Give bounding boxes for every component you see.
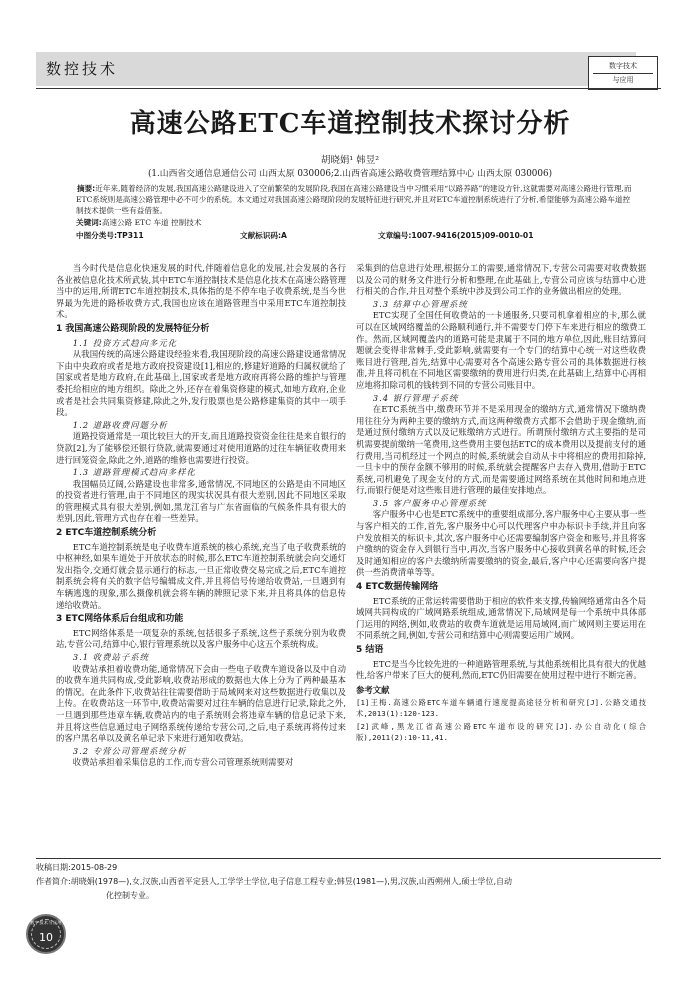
paragraph: ETC系统的正常运转需要借助于相应的软件来支撑,传输网络通常由各个局域网共同构成的广域网路系统组成,通常情况下,局域网是每一个系统中具体部门运用的网络,例如,收费站的收费车道就是运用局域网,而广域网则主要运用在不同系统之间,例如,专营公司和结算中心则需要运用广域网。 — [356, 595, 646, 641]
paragraph: 道路投资通常是一项比较巨大的开支,而且道路投资资金往往是来自银行的贷款[2],为了能够偿还银行贷款,就需要通过对使用道路的过往车辆征收费用来进行回笼资金,除此之外,道路的维修也需要进行投资。 — [56, 431, 346, 465]
references-heading: 参考文献 — [356, 684, 390, 695]
paragraph: 采集到的信息进行处理,根据分工的需要,通常情况下,专营公司需要对收费数据以及公司的财务文件进行分析和整理,在此基础上,专营公司应该与结算中心进行相关的合作,并且对整个系统中涉及到公司工作的业务做出相应的处理。 — [356, 263, 646, 297]
section-heading: 2 ETC车道控制系统分析 — [56, 528, 157, 539]
keywords-text: 高速公路 ETC 车道 控制技术 — [101, 218, 202, 227]
header-rule — [36, 88, 661, 89]
paragraph: 我国幅员辽阔,公路建设也非常多,通常情况,不同地区的公路是由不同地区的投资者进行管理,由于不同地区的现实状况具有很大差别,因此不同地区采取的管理模式具有很大差别,例如,黑龙江省与广东省面临的气候条件具有很大的差别,因此,管理方式也存在着一些差异。 — [56, 478, 346, 524]
paragraph: ETC网络体系是一项复杂的系统,包括很多子系统,这些子系统分别为收费站,专营公司,结算中心,银行管理系统以及客户服务中心这五个系统构成。 — [56, 627, 346, 650]
paragraph: 从我国传统的高速公路建设经验来看,我国现阶段的高速公路建设通常情况下由中央政府或者是地方政府投资建设[1],相应的,修建好道路的归属权就给了国家或者是地方政府,在此基础上,国家或者是地方政府再将公路的维护与管理委托给相应的地方组织。除此之外,还存在着集资修建的模式,如地方政府,企业或者是社会共同集资修建,除此之外,发行股票也是公路修建集资的其中一项手段。 — [56, 349, 346, 418]
journal-logo — [588, 56, 658, 90]
subsection-heading: 1.2 道路收费问题分析 — [72, 419, 168, 430]
left-column — [56, 263, 346, 769]
paragraph: 收费站承担着采集信息的工作,而专营公司管理系统则需要对 — [72, 757, 294, 768]
logo-line-2: 与应用 — [593, 73, 653, 86]
section-heading: 1 我国高速公路现阶段的发展特征分析 — [56, 323, 210, 334]
footnote-rule — [36, 858, 661, 859]
keywords — [76, 217, 636, 228]
section-heading: 3 ETC网络体系后台组成和功能 — [56, 614, 184, 625]
author-bio: 作者简介:胡晓娟(1978—),女,汉族,山西省平定县人,工学学士学位,电子信息工程专业;韩昱(1981—),男,汉族,山西朔州人,硕士学位,自动 — [36, 877, 513, 886]
intro-paragraph: 当今时代是信息化快速发展的时代,伴随着信息化的发展,社会发展的各行各业被信息化技术所武装,其中ETC车道控制技术是信息化技术在高速公路管理当中的运用,所谓ETC车道控制技术,具体指的是不停车电子收费系统,是当今世界最为先进的路桥收费方式,我国也应该在道路管理当中采用ETC车道控制技术。 — [56, 263, 346, 320]
section-heading: 4 ETC数据传输网络 — [356, 582, 439, 593]
section-heading: 5 结语 — [356, 645, 384, 655]
subsection-heading: 3.1 收费站子系统 — [72, 652, 150, 662]
affiliation: (1.山西省交通信息通信公司 山西太原 030006;2.山西省高速公路收费管理结算中心 山西太原 030006) — [147, 169, 553, 179]
received-date: 收稿日期:2015-08-29 — [36, 863, 118, 872]
article-title: 高速公路ETC车道控制技术探讨分析 — [129, 109, 571, 139]
page-number-badge — [26, 914, 66, 954]
paragraph: ETC车道控制系统是电子收费车道系统的核心系统,充当了电子收费系统的中枢神经,如果车道处于开放状态的时候,那么ETC车道控制系统就会向交通灯发出指令,交通灯就会显示通行的标志,一旦正常收费交易完成之后,ETC车道控制系统会将有关的数字信号编辑成文件,并且将信号传递给收费站,一旦遇到有车辆逃逸的现象,那么摄像机就会将车辆的牌照记录下来,并且将具体的信息传递给收费站。 — [56, 541, 346, 610]
subsection-heading: 3.2 专营公司管理系统分析 — [72, 745, 187, 756]
abstract — [76, 183, 636, 216]
subsection-heading: 1.1 投资方式趋向多元化 — [72, 337, 178, 348]
article-number: 文章编号:1007-9416(2015)09-0010-01 — [378, 231, 534, 240]
section-title: 数控技术 — [46, 60, 119, 78]
authors: 胡晓娟¹ 韩昱² — [320, 155, 380, 166]
abstract-label: 摘要: — [77, 184, 96, 193]
clc-number: 中图分类号:TP311 — [76, 231, 144, 240]
subsection-heading: 3.5 客户服务中心管理系统 — [372, 497, 487, 508]
paragraph: ETC实现了全国任何收费站的一卡通服务,只要司机拿着相应的卡,那么就可以在区域网络覆盖的公路顺利通行,并不需要专门停下车来进行相应的缴费工作。然而,区域网覆盖内的道路可能是隶属于不同的地方单位,因此,账目结算问题就会变得非常棘手,受此影响,就需要有一个专门的结算中心统一对这些收费账目进行管理,首先,结算中心需要对各个高速公路专营公司的具体数据进行核准,并且将司机在不同地区需要缴纳的费用进行归类,在此基础上,结算中心再相应地将扣除司机的钱转到不同的专营公司账目中。 — [356, 310, 646, 390]
author-bio-continued: 化控制专业。 — [106, 891, 154, 900]
subsection-heading: 3.3 结算中心管理系统 — [372, 298, 468, 309]
reference-item: [1]王梅.高速公路ETC车道车辆通行速度提高途径分析和研究[J].公路交通技术,2013(1):120-123. — [356, 698, 646, 718]
doc-code: 文献标识码:A — [240, 231, 287, 240]
right-column — [356, 263, 646, 746]
logo-line-1: 数字技术 — [609, 62, 637, 70]
paragraph: 收费站承担着收费功能,通常情况下会由一些电子收费车道设备以及中自动的收费车道共同构成,受此影响,收费站形成的数据也大体上分为了两种最基本的情况。在此条件下,收费站往往需要借助于局域网来对这些数据进行收集以及上传。在收费站这一环节中,收费站需要对过往车辆的信息进行记录,除此之外,一旦遇到那些违章车辆,收费站内的电子系统则会将违章车辆的信息记录下来,并且将这些信息通过电子网络系统传递给专营公司,之后,电子系统再将传过来的客户黑名单以及黄名单记录下来进行通知收费站。 — [56, 663, 346, 744]
paragraph: 客户服务中心也是ETC系统中的重要组成部分,客户服务中心主要从事一些与客户相关的工作,首先,客户服务中心可以代理客户申办标识卡手续,并且向客户发放相关的标识卡,其次,客户服务中心还需要编制客户资金和账号,并且将客户缴纳的资金存入到银行当中,再次,当客户服务中心接收到黄名单的时候,还会及时通知相应的客户去缴纳所需要缴纳的资金,最后,客户中心还需要向客户提供一些消费清单等等。 — [356, 509, 646, 578]
subsection-heading: 1.3 道路管理模式趋向多样化 — [72, 467, 196, 478]
page-number: 10 — [39, 931, 53, 944]
subsection-heading: 3.4 银行管理子系统 — [372, 392, 459, 403]
header-bar — [36, 52, 636, 86]
abstract-text: 近年来,随着经济的发展,我国高速公路建设进入了空前繁荣的发展阶段,我国在高速公路建设当中习惯采用“以路养路”的建设方针,这就需要对高速公路进行管理,而ETC系统则是高速公路管理中必不可少的系统。本文通过对我国高速公路现阶段的发展特征进行研究,并且对ETC车道控制系统进行了分析,希望能够为高速公路车道控制技术提供一些有益借鉴。 — [76, 184, 632, 215]
reference-item: [2]武峰,黑龙江省高速公路ETC车道布设的研究[J].办公自动化(综合版),2011(2):10-11,41. — [356, 722, 646, 742]
keywords-label: 关键词: — [76, 218, 102, 227]
badge-text: 数字技术与应用 — [30, 920, 62, 925]
paragraph: ETC是当今比较先进的一种道路管理系统,与其他系统相比具有很大的优越性,给客户带来了巨大的便利,然而,ETC仍旧需要在使用过程中进行不断完善。 — [356, 658, 646, 681]
paragraph: 在ETC系统当中,缴费环节并不是采用现金的缴纳方式,通常情况下缴纳费用往往分为两种主要的缴纳方式,而这两种缴费方式都不会借助于现金缴纳,而是通过预付缴纳方式以及记账缴纳方式进行。所谓预付缴纳方式主要指的是司机需要提前缴纳一笔费用,这些费用主要包括ETC的成本费用以及提前支付的通行费用,当司机经过一个网点的时候,系统就会自动从卡中将相应的费用扣除掉,一旦卡中的预存金额不够用的时候,系统就会提醒客户去存入费用,借助于ETC系统,司机避免了现金支付的方式,而是需要通过网络系统在其他时间和地点进行,而银行便是对这些账目进行管理的最佳安排地点。 — [356, 404, 646, 496]
